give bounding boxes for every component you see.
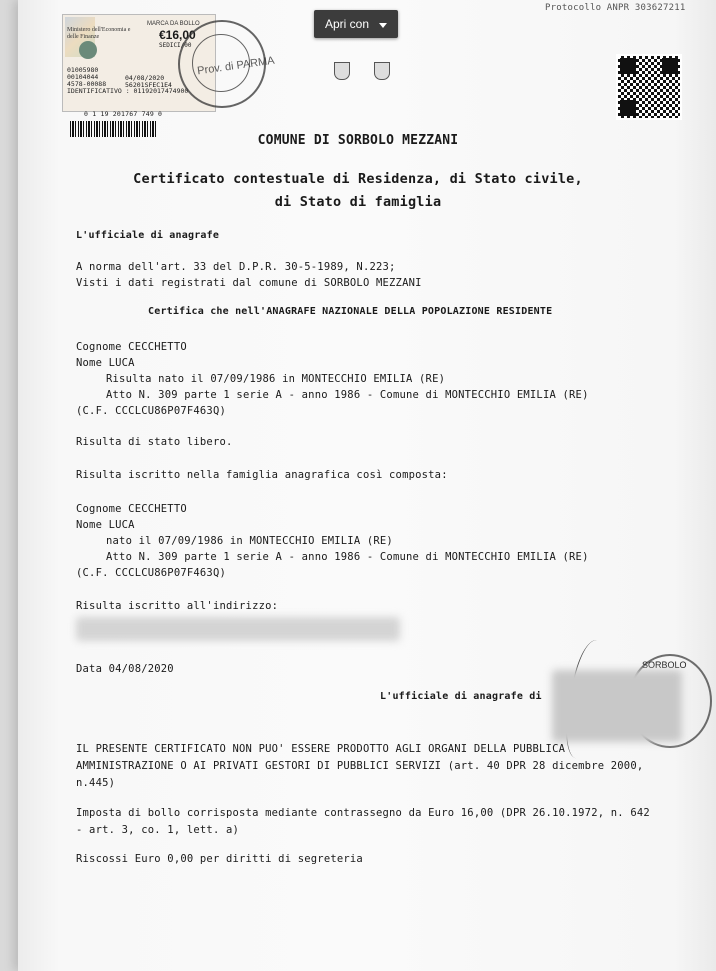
imposta-line2: - art. 3, co. 1, lett. a) [76, 824, 240, 836]
emblem-icon [79, 41, 97, 59]
famiglia-line: Risulta iscritto nella famiglia anagrafica così composta: [76, 469, 448, 481]
redacted-address [76, 617, 400, 641]
ufficiale-di-label: L'ufficiale di anagrafe di [380, 691, 542, 702]
person2-cognome: Cognome CECCHETTO [76, 503, 187, 515]
stato-libero: Risulta di stato libero. [76, 436, 233, 448]
barcode-number: 0 1 19 201767 749 0 [84, 110, 163, 118]
protocol-number: Protocollo ANPR 303627211 [545, 3, 686, 13]
comune-title: COMUNE DI SORBOLO MEZZANI [257, 133, 459, 148]
chevron-down-icon [379, 23, 387, 28]
open-with-label: Apri con [324, 17, 370, 31]
comune-crest-icon [374, 62, 390, 80]
officer-label: L'ufficiale di anagrafe [76, 230, 220, 241]
person1-cf: (C.F. CCCLCU86P07F463Q) [76, 405, 226, 417]
date-line: Data 04/08/2020 [76, 663, 174, 675]
person1-nome: Nome LUCA [76, 357, 135, 369]
person1-cognome: Cognome CECCHETTO [76, 341, 187, 353]
norma-line: A norma dell'art. 33 del D.P.R. 30-5-1989, N.223; [76, 261, 396, 273]
imposta-line1: Imposta di bollo corrisposta mediante contrassegno da Euro 16,00 (DPR 26.10.1972, n. 642 [76, 807, 650, 819]
stamp-amount-text: SEDICI/00 [159, 42, 192, 49]
person2-atto: Atto N. 309 parte 1 serie A - anno 1986 - Comune di MONTECCHIO EMILIA (RE) [106, 551, 589, 563]
person2-nome: Nome LUCA [76, 519, 135, 531]
redacted-signature [552, 670, 682, 742]
stamp-ministry: Ministero dell'Economia e delle Finanze [67, 27, 131, 40]
stamp-code-right: 56201SFEC1E4 [125, 81, 172, 89]
person1-nato: Risulta nato il 07/09/1986 in MONTECCHIO EMILIA (RE) [106, 373, 446, 385]
stamp-price: €16,00 [159, 28, 196, 42]
riscossi-line: Riscossi Euro 0,00 per diritti di segreteria [76, 853, 363, 865]
stamp-title: MARCA DA BOLLO [147, 21, 200, 27]
certifica-line: Certifica che nell'ANAGRAFE NAZIONALE DELLA POPOLAZIONE RESIDENTE [148, 306, 553, 317]
stamp-date: 04/08/2020 [125, 74, 165, 82]
notice-line2: AMMINISTRAZIONE O AI PRIVATI GESTORI DI PUBBLICI SERVIZI (art. 40 DPR 28 dicembre 2000, [76, 760, 644, 772]
indirizzo-label: Risulta iscritto all'indirizzo: [76, 600, 279, 612]
person2-nato: nato il 07/09/1986 in MONTECCHIO EMILIA (RE) [106, 535, 393, 547]
certificate-title-line1: Certificato contestuale di Residenza, di Stato civile, [133, 171, 583, 187]
certificate-title-line2: di Stato di famiglia [274, 194, 442, 210]
italy-crest-icon [334, 62, 350, 80]
stamp-codes: 01005980 00104044 4578-00088 IDENTIFICATIVO : 01192017474900 [67, 66, 189, 95]
person2-cf: (C.F. CCCLCU86P07F463Q) [76, 567, 226, 579]
sorbolo-stamp-text: SORBOLO [642, 660, 687, 670]
qr-code [616, 54, 682, 120]
visti-line: Visti i dati registrati dal comune di SORBOLO MEZZANI [76, 277, 422, 289]
open-with-button[interactable] [314, 10, 398, 38]
notice-line1: IL PRESENTE CERTIFICATO NON PUO' ESSERE PRODOTTO AGLI ORGANI DELLA PUBBLICA [76, 743, 566, 755]
notice-line3: n.445) [76, 777, 116, 789]
person1-atto: Atto N. 309 parte 1 serie A - anno 1986 - Comune di MONTECCHIO EMILIA (RE) [106, 389, 589, 401]
seal-text: Prov. di PARMA [196, 54, 276, 78]
